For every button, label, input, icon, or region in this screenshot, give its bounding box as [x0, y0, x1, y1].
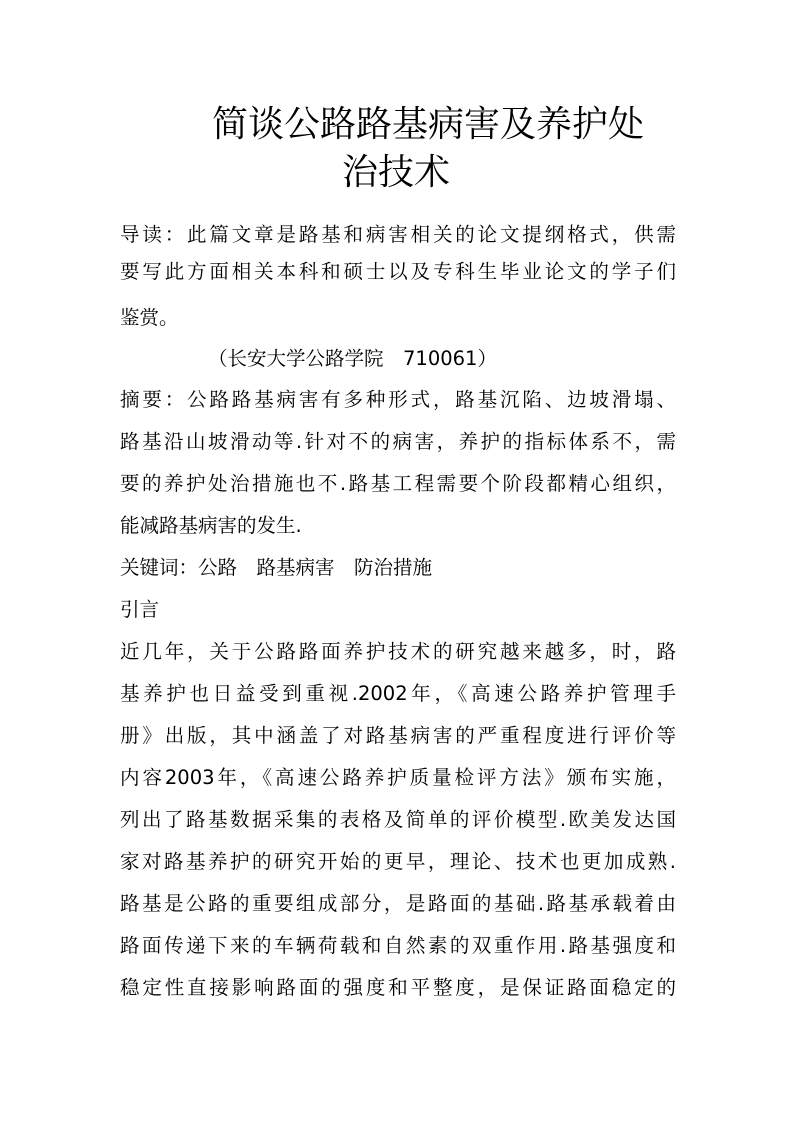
- intro-line-2: 要写此方面相关本科和硕士以及专科生毕业论文的学子们: [120, 260, 676, 283]
- body-line-2: 基养护也日益受到重视.2002年，《高速公路养护管理手: [120, 682, 676, 705]
- affiliation: （长安大学公路学院 710061）: [208, 347, 497, 370]
- body-line-1: 近几年，关于公路路面养护技术的研究越来越多，时，路: [120, 640, 676, 663]
- intro-line-3: 鉴赏。: [120, 306, 179, 329]
- body-line-3: 册》出版，其中涵盖了对路基病害的严重程度进行评价等: [120, 724, 676, 747]
- title-line-2: 治技术: [342, 152, 451, 193]
- body-line-6: 家对路基养护的研究开始的更早，理论、技术也更加成熟.: [120, 850, 676, 873]
- body-line-5: 列出了路基数据采集的表格及简单的评价模型.欧美发达国: [120, 808, 676, 831]
- abstract-line-4: 能减路基病害的发生.: [120, 514, 302, 537]
- body-line-7: 路基是公路的重要组成部分，是路面的基础.路基承载着由: [120, 892, 676, 915]
- body-line-9: 稳定性直接影响路面的强度和平整度，是保证路面稳定的: [120, 976, 676, 999]
- body-line-8: 路面传递下来的车辆荷载和自然素的双重作用.路基强度和: [120, 934, 676, 957]
- intro-line-1: 导读：此篇文章是路基和病害相关的论文提纲格式，供需: [120, 223, 676, 246]
- abstract-line-2: 路基沿山坡滑动等.针对不的病害，养护的指标体系不，需: [120, 430, 676, 453]
- abstract-line-3: 要的养护处治措施也不.路基工程需要个阶段都精心组织，: [120, 472, 676, 495]
- abstract-line-1: 摘要：公路路基病害有多种形式，路基沉陷、边坡滑塌、: [120, 388, 676, 411]
- body-line-4: 内容2003年，《高速公路养护质量检评方法》颁布实施，: [120, 766, 676, 789]
- section-heading-intro: 引言: [120, 598, 160, 621]
- keywords-line: 关键词：公路 路基病害 防治措施: [120, 556, 433, 579]
- title-line-1: 简谈公路路基病害及养护处: [212, 104, 645, 145]
